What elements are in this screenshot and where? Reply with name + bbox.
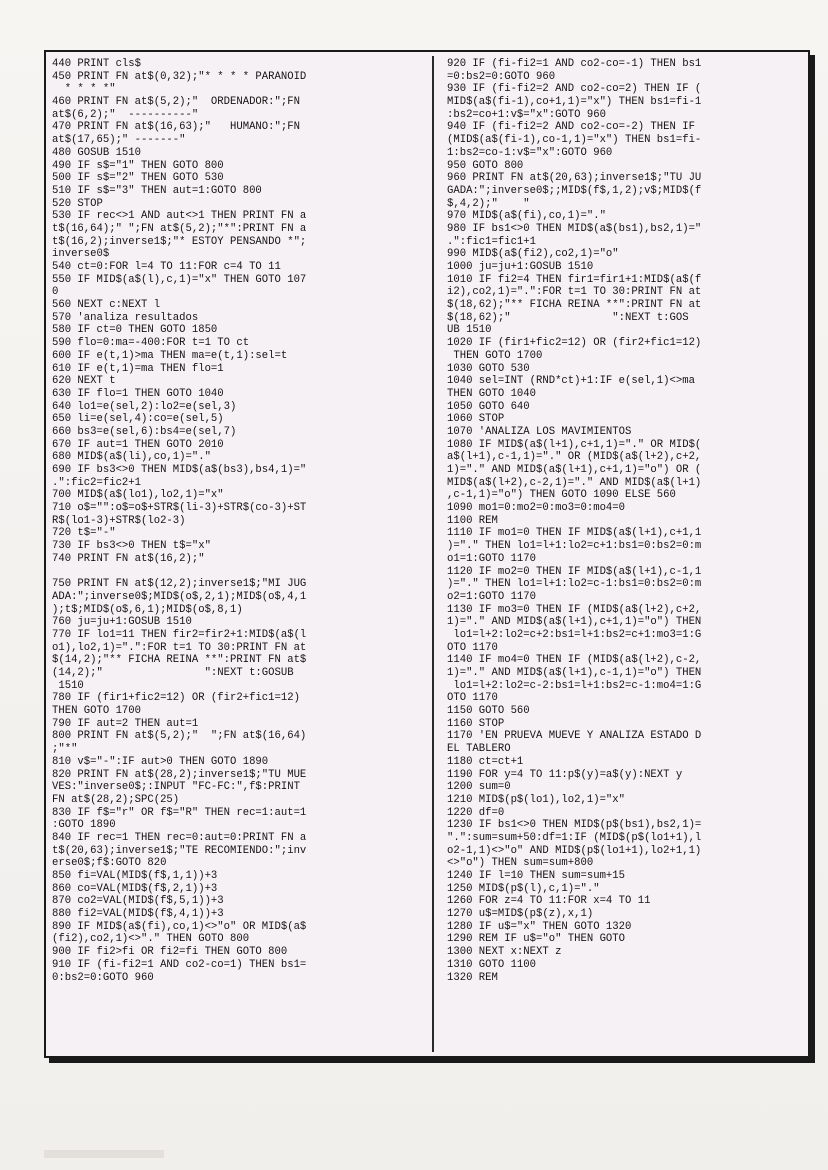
code-line: ;"*" xyxy=(52,743,78,756)
page-footer-mark xyxy=(44,1150,164,1158)
code-line: 460 PRINT FN at$(5,2);" ORDENADOR:";FN xyxy=(52,96,300,109)
code-line: 1020 IF (fir1+fic2=12) OR (fir2+fic1=12) xyxy=(447,337,702,350)
code-line: VES:"inverse0$;:INPUT "FC-FC:",f$:PRINT xyxy=(52,781,300,794)
code-line: 1220 df=0 xyxy=(447,806,505,819)
code-line: 1)="." AND MID$(a$(l+1),c+1,1)="o") OR ( xyxy=(447,464,702,476)
code-line: 490 IF s$="1" THEN GOTO 800 xyxy=(52,159,224,172)
code-line: 550 IF MID$(a$(l),c,1)="x" THEN GOTO 107 xyxy=(52,273,307,286)
code-line: 510 IF s$="3" THEN aut=1:GOTO 800 xyxy=(52,184,262,197)
code-line: :bs2=co+1:v$="x":GOTO 960 xyxy=(447,108,606,121)
code-line: 1150 GOTO 560 xyxy=(447,705,530,718)
code-line: 940 IF (fi-fi2=2 AND co2-co=-2) THEN IF xyxy=(447,121,695,134)
code-line: 700 MID$(a$(lo1),lo2,1)="x" xyxy=(52,489,224,502)
code-line: o1=1:GOTO 1170 xyxy=(447,552,537,565)
code-line: 1100 REM xyxy=(447,514,498,527)
code-line: )="." THEN lo1=l+1:lo2=c-1:bs1=0:bs2=0:m xyxy=(447,578,702,591)
code-line: (MID$(a$(fi-1),co-1,1)="x") THEN bs1=fi- xyxy=(447,134,702,147)
code-line: lo1=l+2:lo2=c+2:bs1=l+1:bs2=c+1:mo3=1:G xyxy=(447,628,702,641)
code-line: .":fic1=fic1+1 xyxy=(447,235,537,248)
code-line: 680 MID$(a$(li),co,1)="." xyxy=(52,451,211,464)
code-line: a$(l+1),c-1,1)="." OR (MID$(a$(l+2),c+2, xyxy=(447,451,702,464)
code-line: 1290 REM IF u$="o" THEN GOTO xyxy=(447,933,626,946)
code-line: 580 IF ct=0 THEN GOTO 1850 xyxy=(52,324,218,337)
code-line: 1060 STOP xyxy=(447,413,505,426)
code-line: 710 o$="":o$=o$+STR$(li-3)+STR$(co-3)+ST xyxy=(52,502,307,515)
code-line: 750 PRINT FN at$(12,2);inverse1$;"MI JUG xyxy=(52,578,307,591)
code-line: $(14,2);"** FICHA REINA **":PRINT FN at$ xyxy=(52,654,307,667)
code-line: * * * *" xyxy=(52,83,116,96)
code-line: THEN GOTO 1040 xyxy=(447,387,537,400)
code-line: 790 IF aut=2 THEN aut=1 xyxy=(52,717,199,730)
code-line: 450 PRINT FN at$(0,32);"* * * * PARANOID xyxy=(52,70,307,83)
code-line: i2),co2,1)=".":FOR t=1 TO 30:PRINT FN at xyxy=(447,286,702,299)
code-line: 650 li=e(sel,4):co=e(sel,5) xyxy=(52,413,224,426)
code-line: 1)="." AND MID$(a$(l+1),c+1,1)="o") THEN xyxy=(447,616,702,629)
code-line: MID$(a$(l+2),c-2,1)="." AND MID$(a$(l+1) xyxy=(447,476,702,489)
code-line: 1)="." AND MID$(a$(l+1),c-1,1)="o") THEN xyxy=(447,667,702,679)
code-line: (fi2),co2,1)<>"." THEN GOTO 800 xyxy=(52,933,250,946)
code-line: 670 IF aut=1 THEN GOTO 2010 xyxy=(52,438,224,451)
code-line: o1),lo2,1)=".":FOR t=1 TO 30:PRINT FN at xyxy=(52,641,307,654)
code-line: 520 STOP xyxy=(52,197,103,210)
code-line: ".":sum=sum+50:df=1:IF (MID$(p$(lo1+1),l xyxy=(447,831,702,844)
code-line: t$(16,2);inverse1$;"* ESTOY PENSANDO *"; xyxy=(52,235,307,248)
code-line xyxy=(52,566,405,579)
code-line: 620 NEXT t xyxy=(52,375,116,388)
code-line: 800 PRINT FN at$(5,2);" ";FN at$(16,64) xyxy=(52,730,307,743)
code-line: 480 GOSUB 1510 xyxy=(52,146,142,159)
code-line: 0 xyxy=(52,286,59,299)
code-line: 890 IF MID$(a$(fi),co,1)<>"o" OR MID$(a$ xyxy=(52,920,307,933)
code-line: 1190 FOR y=4 TO 11:p$(y)=a$(y):NEXT y xyxy=(447,768,683,781)
code-line: o2-1,1)<>"o" AND MID$(p$(lo1+1),lo2+1,1) xyxy=(447,844,702,857)
code-line: 590 flo=0:ma=-400:FOR t=1 TO ct xyxy=(52,337,250,350)
code-line: erse0$;f$:GOTO 820 xyxy=(52,857,167,870)
code-line: 640 lo1=e(sel,2):lo2=e(sel,3) xyxy=(52,400,237,413)
code-line: ,c-1,1)="o") THEN GOTO 1090 ELSE 560 xyxy=(447,489,676,502)
code-line: 1320 REM xyxy=(447,971,498,984)
code-line: 1:bs2=co-1:v$="x":GOTO 960 xyxy=(447,146,613,159)
code-line: 1140 IF mo4=0 THEN IF (MID$(a$(l+2),c-2, xyxy=(447,654,702,667)
code-line: 1030 GOTO 530 xyxy=(447,362,530,375)
code-line: 600 IF e(t,1)>ma THEN ma=e(t,1):sel=t xyxy=(52,349,288,362)
code-line: 970 MID$(a$(fi),co,1)="." xyxy=(447,210,606,223)
code-line: inverse0$ xyxy=(52,248,110,261)
code-line: 780 IF (fir1+fic2=12) OR (fir2+fic1=12) xyxy=(52,692,300,705)
code-line: 930 IF (fi-fi2=2 AND co2-co=2) THEN IF ( xyxy=(447,83,702,96)
code-line: 610 IF e(t,1)=ma THEN flo=1 xyxy=(52,362,224,375)
code-line: 1280 IF u$="x" THEN GOTO 1320 xyxy=(447,920,632,933)
code-line: 440 PRINT cls$ xyxy=(52,58,142,70)
code-line: 1180 ct=ct+1 xyxy=(447,755,524,768)
code-line: 1510 xyxy=(52,679,84,692)
code-line: 1070 'ANALIZA LOS MAVIMIENTOS xyxy=(447,425,632,438)
code-line: 1270 u$=MID$(p$(z),x,1) xyxy=(447,908,594,921)
code-line: EL TABLERO xyxy=(447,743,511,756)
code-line: 1160 STOP xyxy=(447,717,505,730)
code-line: MID$(a$(fi-1),co+1,1)="x") THEN bs1=fi-1 xyxy=(447,96,702,109)
code-line: 900 IF fi2>fi OR fi2=fi THEN GOTO 800 xyxy=(52,946,288,959)
code-line: 1170 'EN PRUEVA MUEVE Y ANALIZA ESTADO D xyxy=(447,730,702,743)
code-line: $,4,2);" " xyxy=(447,197,530,210)
code-line: 1240 IF l=10 THEN sum=sum+15 xyxy=(447,870,626,882)
code-line: 1300 NEXT x:NEXT z xyxy=(447,946,562,959)
column-divider xyxy=(432,56,434,1052)
code-line: 1310 GOTO 1100 xyxy=(447,958,537,971)
code-line: 560 NEXT c:NEXT l xyxy=(52,299,161,312)
listing-column-left xyxy=(52,58,405,984)
code-line: 1260 FOR z=4 TO 11:FOR x=4 TO 11 xyxy=(447,895,651,908)
code-line: 530 IF rec<>1 AND aut<>1 THEN PRINT FN a xyxy=(52,210,307,223)
code-line: at$(17,65);" -------" xyxy=(52,134,186,147)
code-line: .":fic2=fic2+1 xyxy=(52,476,142,489)
code-line: UB 1510 xyxy=(447,324,492,337)
code-line: t$(16,64);" ";FN at$(5,2);"*":PRINT FN a xyxy=(52,222,307,235)
code-line: )="." THEN lo1=l+1:lo2=c+1:bs1=0:bs2=0:m xyxy=(447,540,702,553)
code-line: 1090 mo1=0:mo2=0:mo3=0:mo4=0 xyxy=(447,502,626,515)
code-line: 850 fi=VAL(MID$(f$,1,1))+3 xyxy=(52,870,218,882)
code-line: 950 GOTO 800 xyxy=(447,159,524,172)
code-line: 1080 IF MID$(a$(l+1),c+1,1)="." OR MID$( xyxy=(447,438,702,451)
code-line: 920 IF (fi-fi2=1 AND co2-co=-1) THEN bs1 xyxy=(447,58,702,70)
code-line: 1130 IF mo3=0 THEN IF (MID$(a$(l+2),c+2, xyxy=(447,603,702,616)
code-line: <>"o") THEN sum=sum+800 xyxy=(447,857,594,870)
code-line: 980 IF bs1<>0 THEN MID$(a$(bs1),bs2,1)=" xyxy=(447,222,702,235)
code-line: 830 IF f$="r" OR f$="R" THEN rec=1:aut=1 xyxy=(52,806,307,819)
code-line: 470 PRINT FN at$(16,63);" HUMANO:";FN xyxy=(52,121,300,134)
code-line: 1040 sel=INT (RND*ct)+1:IF e(sel,1)<>ma xyxy=(447,375,695,388)
code-line: 570 'analiza resultados xyxy=(52,311,199,324)
code-line: o2=1:GOTO 1170 xyxy=(447,590,537,603)
code-line: OTO 1170 xyxy=(447,692,498,705)
code-line: (14,2);" ":NEXT t:GOSUB xyxy=(52,667,294,679)
code-line: 960 PRINT FN at$(20,63);inverse1$;"TU JU xyxy=(447,172,702,185)
code-line: THEN GOTO 1700 xyxy=(52,705,142,718)
code-line: OTO 1170 xyxy=(447,641,498,654)
program-listing xyxy=(44,50,810,1058)
code-line: 870 co2=VAL(MID$(f$,5,1))+3 xyxy=(52,895,224,908)
code-line: 1000 ju=ju+1:GOSUB 1510 xyxy=(447,261,594,273)
code-line: 770 IF lo1=11 THEN fir2=fir2+1:MID$(a$(l xyxy=(52,628,307,641)
code-line: 820 PRINT FN at$(28,2);inverse1$;"TU MUE xyxy=(52,768,307,781)
code-line: THEN GOTO 1700 xyxy=(447,349,543,362)
code-line: 740 PRINT FN at$(16,2);" xyxy=(52,552,205,565)
code-line: 760 ju=ju+1:GOSUB 1510 xyxy=(52,616,192,629)
code-line: 1050 GOTO 640 xyxy=(447,400,530,413)
code-line: =0:bs2=0:GOTO 960 xyxy=(447,70,556,83)
code-line: :GOTO 1890 xyxy=(52,819,116,832)
code-line: 1210 MID$(p$(lo1),lo2,1)="x" xyxy=(447,793,626,806)
code-line: ADA:";inverse0$;MID$(o$,2,1);MID$(o$,4,1 xyxy=(52,590,307,603)
code-line: 910 IF (fi-fi2=1 AND co2-co=1) THEN bs1= xyxy=(52,958,307,971)
code-line: lo1=l+2:lo2=c-2:bs1=l+1:bs2=c-1:mo4=1:G xyxy=(447,679,702,692)
code-line: 810 v$="-":IF aut>0 THEN GOTO 1890 xyxy=(52,755,269,768)
code-line: 0:bs2=0:GOTO 960 xyxy=(52,971,154,984)
code-line: 720 t$="-" xyxy=(52,527,116,540)
code-line: R$(lo1-3)+STR$(lo2-3) xyxy=(52,514,186,527)
code-line: FN at$(28,2);SPC(25) xyxy=(52,793,180,806)
code-line: 660 bs3=e(sel,6):bs4=e(sel,7) xyxy=(52,425,237,438)
code-line: 990 MID$(a$(fi2),co2,1)="o" xyxy=(447,248,619,261)
code-line: 1110 IF mo1=0 THEN IF MID$(a$(l+1),c+1,1 xyxy=(447,527,702,540)
code-line: 1010 IF fi2=4 THEN fir1=fir1+1:MID$(a$(f xyxy=(447,273,702,286)
code-line: 690 IF bs3<>0 THEN MID$(a$(bs3),bs4,1)=" xyxy=(52,464,307,476)
code-line: 880 fi2=VAL(MID$(f$,4,1))+3 xyxy=(52,908,224,921)
code-line: $(18,62);"** FICHA REINA **":PRINT FN at xyxy=(447,299,702,312)
code-line: 500 IF s$="2" THEN GOTO 530 xyxy=(52,172,224,185)
code-line: $(18,62);" ":NEXT t:GOS xyxy=(447,311,689,324)
code-line: 730 IF bs3<>0 THEN t$="x" xyxy=(52,540,211,553)
code-line: 1200 sum=0 xyxy=(447,781,511,794)
code-line: 1120 IF mo2=0 THEN IF MID$(a$(l+1),c-1,1 xyxy=(447,565,702,578)
code-line: 630 IF flo=1 THEN GOTO 1040 xyxy=(52,387,224,400)
listing-column-right xyxy=(447,58,803,984)
code-line: 840 IF rec=1 THEN rec=0:aut=0:PRINT FN a xyxy=(52,831,307,844)
code-line: 860 co=VAL(MID$(f$,2,1))+3 xyxy=(52,882,218,895)
code-line: t$(20,63);inverse1$;"TE RECOMIENDO:";inv xyxy=(52,844,307,857)
code-line: 1250 MID$(p$(l),c,1)="." xyxy=(447,882,600,895)
code-line: 540 ct=0:FOR l=4 TO 11:FOR c=4 TO 11 xyxy=(52,261,281,273)
code-line: at$(6,2);" ----------" xyxy=(52,108,199,121)
code-line: GADA:";inverse0$;;MID$(f$,1,2);v$;MID$(f xyxy=(447,184,702,197)
code-line: );t$;MID$(o$,6,1);MID$(o$,8,1) xyxy=(52,603,243,616)
code-line: 1230 IF bs1<>0 THEN MID$(p$(bs1),bs2,1)= xyxy=(447,819,702,832)
